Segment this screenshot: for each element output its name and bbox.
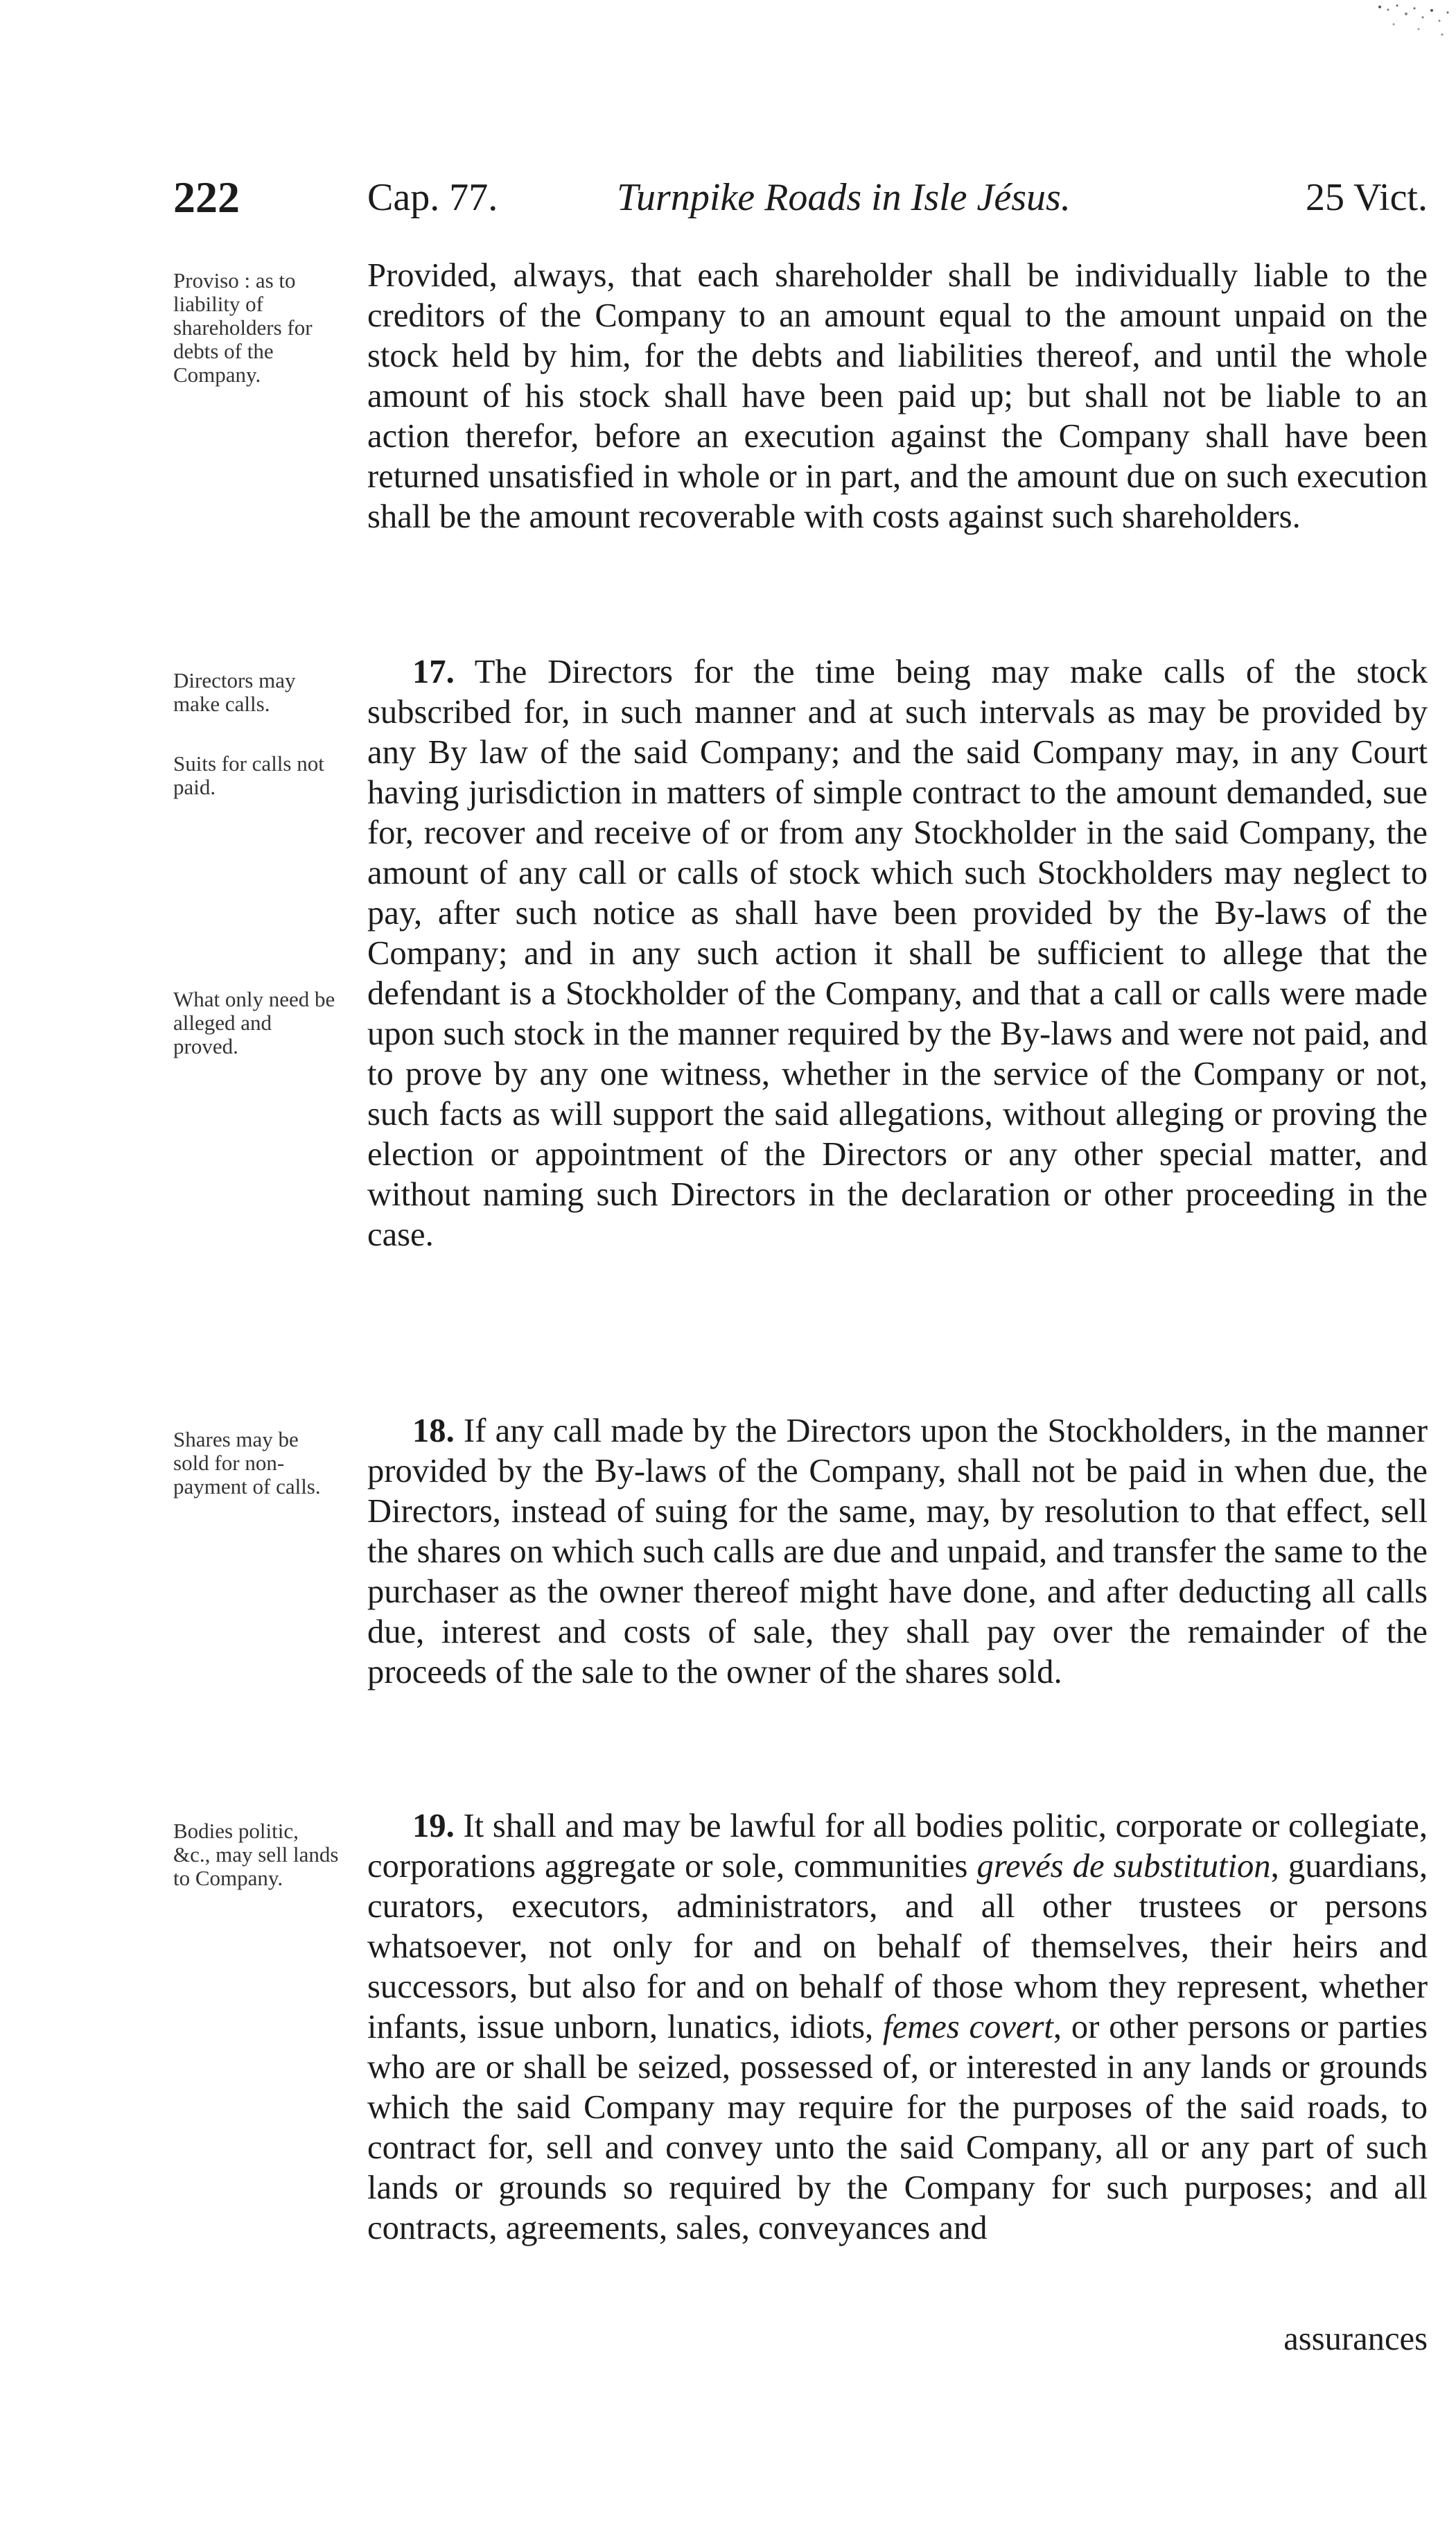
- running-title: Turnpike Roads in Isle Jésus.: [617, 176, 1071, 219]
- section-19-text-part2: , guardians, curators, executors, administrators, and all other trustees or persons whatsoever, not only for and on behalf of themselves, their heirs and successors, but also for and on behalf of those whom they represent, whether infants, issue unborn, lunatics, idiots,: [367, 1847, 1428, 2045]
- running-header: [173, 173, 1428, 229]
- proviso-paragraph: Provided, always, that each shareholder shall be individually liable to the creditors of the Company to an amount equal to the amount unpaid on the stock held by him, for the debts and liabilities thereof, and until the whole amount of his stock shall have been paid up; but shall not be liable to an action therefor, before an execution against the Company shall have been returned unsatisfied in whole or in part, and the amount due on such execution shall be the amount recoverable with costs against such shareholders.: [367, 256, 1428, 535]
- regnal-year: 25 Vict.: [1305, 176, 1428, 219]
- paper-speckle-marks: [1373, 0, 1456, 49]
- page-number: 222: [173, 173, 240, 222]
- section-17-paragraph: [367, 652, 1428, 1255]
- section-18-paragraph: [367, 1410, 1428, 1692]
- section-17-number: 17.: [412, 653, 455, 690]
- section-18-number: 18.: [412, 1412, 455, 1449]
- margin-note-suits: Suits for calls not paid.: [173, 751, 324, 799]
- section-17-text: The Directors for the time being may make calls of the stock subscribed for, in such manner and at such intervals as may be provided by any By law of the said Company; and the said Company may, in any Court having jurisdiction in matters of simple contract to the amount demanded, sue for, recover and receive of or from any Stockholder in the said Company, the amount of any call or calls of stock which such Stockholders may neglect to pay, after such notice as shall have been provided by the By-laws of the Company; and in any such action it shall be sufficient to allege that the defendant is a Stockholder of the Company, and that a call or calls were made upon such stock in the manner required by the By-laws and were not paid, and to prove by any one witness, whether in the service of the Company or not, such facts as will support the said allegations, without alleging or proving the election or appointment of the Directors or any other special matter, and without naming such Directors in the declaration or other proceeding in the case.: [367, 653, 1428, 1253]
- catchword: assurances: [1283, 2320, 1428, 2357]
- section-19-italic-femes: femes covert: [883, 2008, 1053, 2045]
- chapter-label: Cap. 77.: [367, 176, 498, 219]
- section-19-text-part3: , or other persons or parties who are or shall be seized, possessed of, or interested in any lands or grounds which the said Company may require for the purposes of the said roads, to contract for, sell and convey unto the said Company, all or any part of such lands or grounds so required by the Company for such purposes; and all contracts, agreements, sales, conveyances and: [367, 2008, 1428, 2246]
- section-19-text-part1: It shall and may be lawful for all bodies politic, corporate or collegiate, corporations aggregate or sole, communities: [367, 1807, 1428, 1885]
- section-18-text: If any call made by the Directors upon the Stockholders, in the manner provided by the By-laws of the Company, shall not be paid in when due, the Directors, instead of suing for the same, may, by resolution to that effect, sell the shares on which such calls are due and unpaid, and transfer the same to the purchaser as the owner thereof might have done, and after deducting all calls due, interest and costs of sale, they shall pay over the remainder of the proceeds of the sale to the owner of the shares sold.: [367, 1412, 1428, 1690]
- section-19-italic-grevés: grevés de substitution: [976, 1847, 1271, 1885]
- margin-note-allegations: What only need be alleged and proved.: [173, 987, 335, 1058]
- margin-note-calls: Directors may make calls.: [173, 668, 296, 716]
- section-19-paragraph: [367, 1806, 1428, 2248]
- section-19-number: 19.: [412, 1807, 455, 1844]
- margin-note-proviso: Proviso : as to liability of shareholders for debts of the Company.: [173, 268, 313, 387]
- margin-note-bodies-politic: Bodies politic, &c., may sell lands to Company.: [173, 1819, 339, 1890]
- margin-note-shares-sold: Shares may be sold for non-payment of calls.: [173, 1427, 321, 1499]
